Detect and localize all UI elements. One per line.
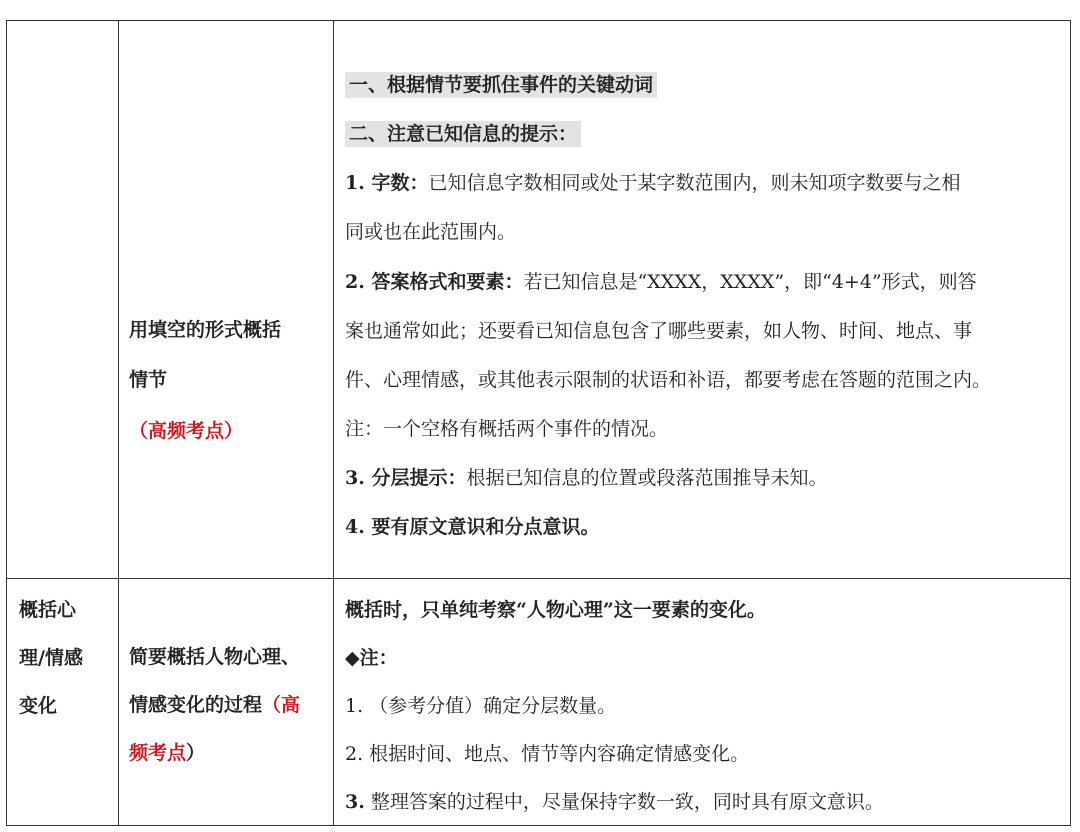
row1-point-2-note: 注：一个空格有概括两个事件的情况。 <box>345 418 669 440</box>
row1-point-1 <box>345 168 960 195</box>
row1-point-3-text: 根据已知信息的位置或段落范围推导未知。 <box>466 467 828 489</box>
row1-point-1-text: 已知信息字数相同或处于某字数范围内，则未知项字数要与之相 <box>428 172 961 194</box>
row1-point-2-label: 2. 答案格式和要素： <box>345 271 524 293</box>
row1-point-3 <box>345 463 827 490</box>
row2-item-3-text: 整理答案的过程中，尽量保持字数一致，同时具有原文意识。 <box>364 791 884 813</box>
row1-point-1-label: 1. 字数： <box>345 172 429 194</box>
row2-col2-line2 <box>129 690 300 717</box>
column-divider-2 <box>333 21 334 825</box>
row2-item-3-num: 3. <box>345 791 365 813</box>
row2-col2-note-end: 频考点 <box>129 742 187 764</box>
row2-col1-line1: 概括心 <box>19 599 77 621</box>
row2-lead: 概括时，只单纯考察“人物心理”这一要素的变化。 <box>345 599 766 621</box>
row1-point-2-cont-1: 案也通常如此；还要看已知信息包含了哪些要素，如人物、时间、地点、事 <box>345 320 973 342</box>
row1-point-3-label: 3. 分层提示： <box>345 467 467 489</box>
row1-point-1-cont: 同或也在此范围内。 <box>345 221 517 243</box>
row2-col1-line2: 理/情感 <box>19 647 83 669</box>
row1-heading-2 <box>345 119 581 146</box>
row1-col2-note: （高频考点） <box>129 420 244 442</box>
row1-point-2-cont-2: 件、心理情感，或其他表示限制的状语和补语，都要考虑在答题的范围之内。 <box>345 369 992 391</box>
row2-col2-paren: ） <box>186 742 206 764</box>
row1-point-2-text: 若已知信息是“XXXX，XXXX”，即“4+4”形式，则答 <box>523 271 977 293</box>
row2-item-2: 2. 根据时间、地点、情节等内容确定情感变化。 <box>345 743 750 765</box>
row2-col1-line3: 变化 <box>19 695 58 717</box>
row2-col2-note-start: （高 <box>262 694 301 716</box>
row2-item-3 <box>345 787 884 814</box>
row1-col2-line2: 情节 <box>129 369 168 391</box>
row1-heading-1-text: 一、根据情节要抓住事件的关键动词 <box>345 72 657 98</box>
content-table <box>6 20 1071 826</box>
column-divider-1 <box>118 21 119 825</box>
row2-col2-line1: 简要概括人物心理、 <box>129 646 301 668</box>
row2-item-1: 1. （参考分值）确定分层数量。 <box>345 695 617 717</box>
row-divider <box>7 578 1070 579</box>
row1-point-2 <box>345 267 977 294</box>
row1-heading-2-text: 二、注意已知信息的提示： <box>345 121 581 147</box>
row1-col2-line1: 用填空的形式概括 <box>129 319 282 341</box>
row2-note-label: ◆注： <box>345 647 398 669</box>
row2-col2-line2-text: 情感变化的过程 <box>129 694 263 716</box>
row1-point-4: 4. 要有原文意识和分点意识。 <box>345 516 600 538</box>
row2-col2-line3 <box>129 738 205 765</box>
row1-heading-1 <box>345 70 657 97</box>
